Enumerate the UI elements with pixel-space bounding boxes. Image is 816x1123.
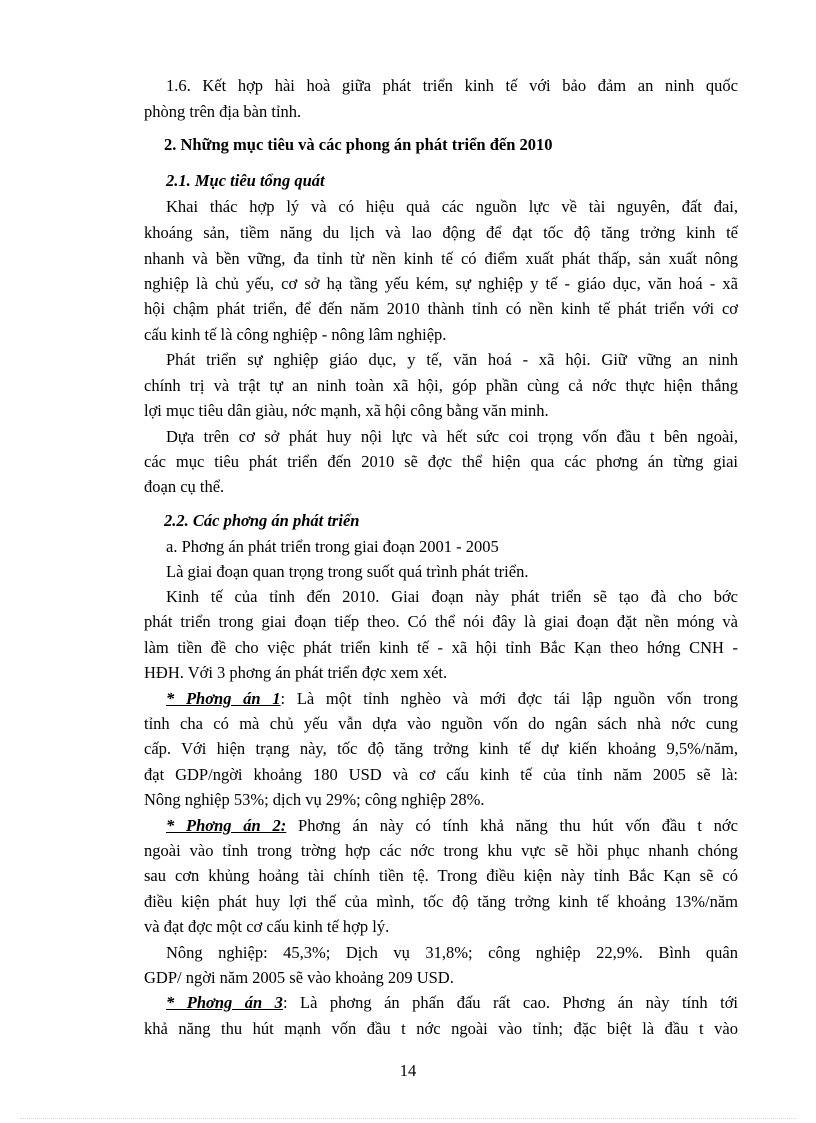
paragraph-line: Kinh tế của tỉnh đến 2010. Giai đoạn này phát triển sẽ tạo đà cho bớc [166,587,738,606]
paragraph-line: đoạn cụ thể. [144,477,225,496]
option-3-label: * Phơng án 3 [166,993,283,1012]
paragraph-line: các mục tiêu phát triển đến 2010 sẽ đợc thể hiện qua các phơng án từng giai [144,452,738,471]
paragraph-line: cấp. Với hiện trạng này, tốc độ tăng trởng kinh tế dự kiến khoảng 9,5%/năm, [144,739,738,758]
paragraph-line: HĐH. Với 3 phơng án phát triển đợc xem xét. [144,663,448,682]
paragraph-line: ngoài vào tỉnh trong trờng hợp các nớc trong khu vực sẽ hồi phục nhanh chóng [144,841,738,860]
paragraph-line: điều kiện phát huy lợi thế của mình, tốc độ tăng trởng kinh tế khoảng 13%/năm [144,892,738,911]
paragraph-line: nhanh và bền vững, đa tỉnh từ nền kinh tế có điểm xuất phát thấp, sản xuất nông [144,249,738,268]
paragraph-line: khả năng thu hút mạnh vốn đầu t nớc ngoài vào tỉnh; đặc biệt là đầu t vào [144,1019,738,1038]
paragraph-line: Nông nghiệp: 45,3%; Dịch vụ 31,8%; công nghiệp 22,9%. Bình quân [166,943,738,962]
paragraph-line: phát triển trong giai đoạn tiếp theo. Có thể nói đây là giai đoạn đặt nền móng và [144,612,738,631]
page-divider [20,1118,796,1119]
option-1-label: * Phơng án 1 [166,689,281,708]
option-3-line [166,992,738,1014]
option-1-text: : Là một tỉnh nghèo và mới đợc tái lập nguồn vốn trong [280,689,738,708]
section-heading: 2. Những mục tiêu và các phong án phát triển đến 2010 [164,135,553,154]
paragraph-line: Là giai đoạn quan trọng trong suốt quá trình phát triển. [166,562,529,581]
paragraph-line: nghiệp là chủ yếu, cơ sở hạ tầng yếu kém, sự nghiệp y tế - giáo dục, văn hoá - xã [144,274,738,293]
paragraph-line: a. Phơng án phát triển trong giai đoạn 2001 - 2005 [166,537,499,556]
subsection-heading: 2.1. Mục tiêu tổng quát [166,171,325,190]
paragraph-line: chính trị và trật tự an ninh toàn xã hội, góp phần cùng cả nớc thực hiện thắng [144,376,738,395]
page-number: 14 [399,1061,417,1080]
paragraph-line: đạt GDP/ngời khoảng 180 USD và cơ cấu kinh tế của tỉnh năm 2005 sẽ là: [144,765,738,784]
option-2-label: * Phơng án 2: [166,816,287,835]
paragraph-line: sau cơn khủng hoảng tài chính tiền tệ. Trong điều kiện này tỉnh Bắc Kạn sẽ có [144,866,738,885]
paragraph-line: Phát triển sự nghiệp giáo dục, y tế, văn hoá - xã hội. Giữ vững an ninh [166,350,738,369]
paragraph-line: cấu kinh tế là công nghiệp - nông lâm nghiệp. [144,325,447,344]
option-3-text: : Là phơng án phấn đấu rất cao. Phơng án này tính tới [282,993,739,1012]
option-2-text: Phơng án này có tính khả năng thu hút vốn đầu t nớc [286,816,738,835]
paragraph-line: lợi mục tiêu dân giàu, nớc mạnh, xã hội công bằng văn minh. [144,401,549,420]
paragraph-line: hội chậm phát triển, để đến năm 2010 thành tỉnh có nền kinh tế phát triển với cơ [144,299,738,318]
paragraph-line: và đạt đợc một cơ cấu kinh tế hợp lý. [144,917,390,936]
paragraph-line: 1.6. Kết hợp hài hoà giữa phát triển kinh tế với bảo đảm an ninh quốc [166,76,738,95]
paragraph-line: khoáng sản, tiềm năng du lịch và lao động để đạt tốc độ tăng trởng kinh tế [144,223,738,242]
paragraph-line: phòng trên địa bàn tỉnh. [144,102,302,121]
option-1-line [166,688,738,710]
paragraph-line: làm tiền đề cho việc phát triển kinh tế - xã hội tỉnh Bắc Kạn theo hớng CNH - [144,638,738,657]
paragraph-line: Nông nghiệp 53%; dịch vụ 29%; công nghiệp 28%. [144,790,485,809]
paragraph-line: Khai thác hợp lý và có hiệu quả các nguồn lực về tài nguyên, đất đai, [166,197,738,216]
subsection-heading: 2.2. Các phơng án phát triển [164,511,360,530]
option-2-line [166,815,738,837]
paragraph-line: tỉnh cha có mà chủ yếu vẫn dựa vào nguồn vốn do ngân sách nhà nớc cung [144,714,738,733]
paragraph-line: Dựa trên cơ sở phát huy nội lực và hết sức coi trọng vốn đầu t bên ngoài, [166,427,738,446]
paragraph-line: GDP/ ngời năm 2005 sẽ vào khoảng 209 USD. [144,968,454,987]
